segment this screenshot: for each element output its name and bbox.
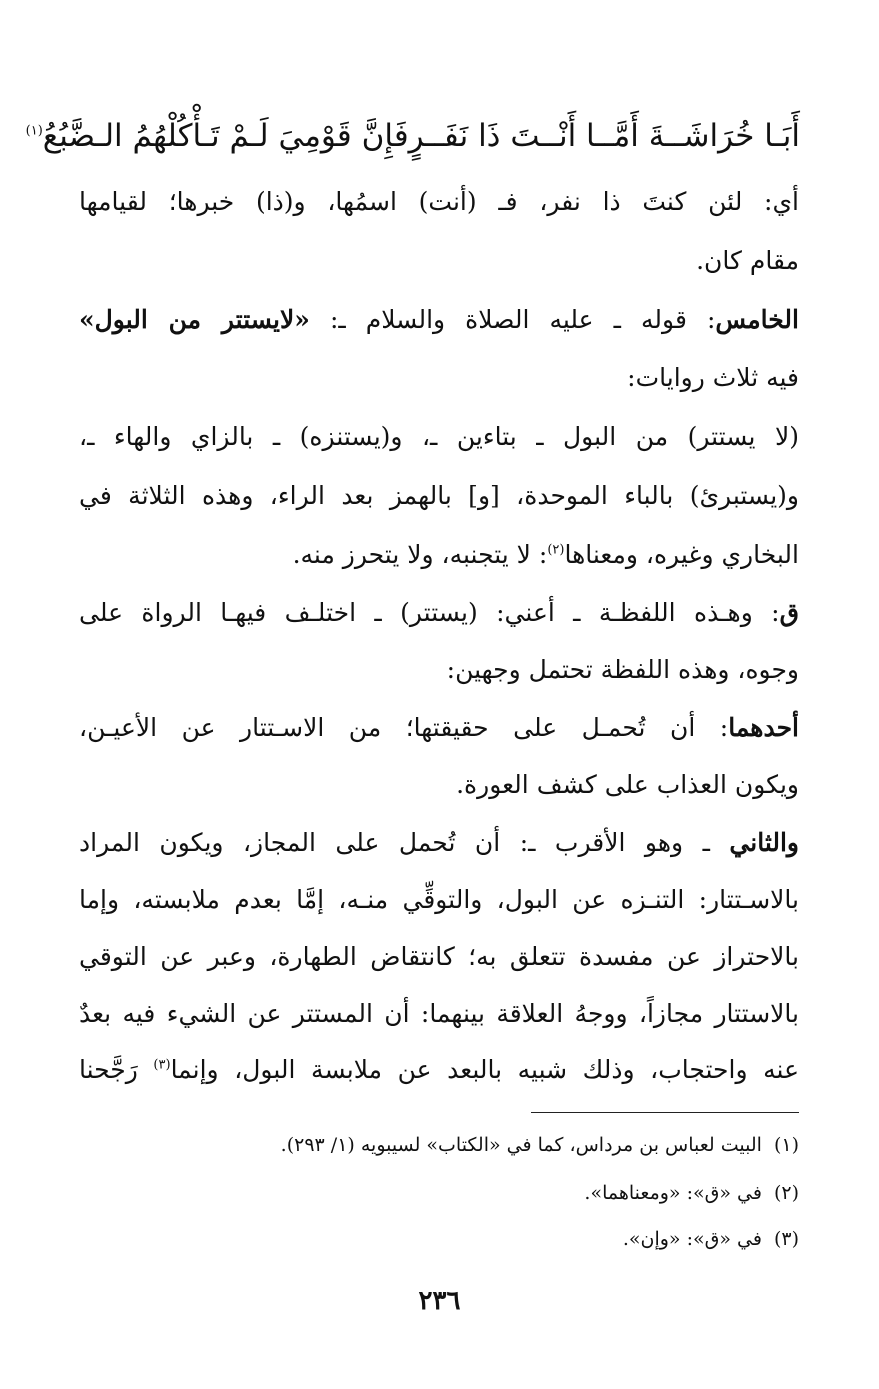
verse-second-hemistich-text: فَإِنَّ قَوْمِيَ لَـمْ تَـأْكُلْهُمُ الـضَّبُعُ	[42, 118, 409, 154]
footnote-text: البيت لعباس بن مرداس، كما في «الكتاب» لسيبويه (١/ ٢٩٣).	[280, 1134, 762, 1156]
text-span: : قوله ـ عليه الصلاة والسلام ـ:	[309, 305, 716, 334]
text-line: بالاستتار مجازاً، ووجهُ العلاقة بينهما: أن المستتر عن الشيء فيه بعدٌ	[79, 999, 799, 1028]
footnote	[79, 1224, 799, 1254]
text-line: فيه ثلاث روايات:	[627, 363, 799, 392]
text-line: بالاسـتتار: التنـزه عن البول، والتوقِّي منـه، إمَّا بعدم ملابسته، وإما	[79, 885, 799, 914]
footnote-reference: (٢)	[547, 542, 565, 558]
footnote-number: (٣)	[773, 1228, 799, 1250]
page-number: ٢٣٦	[418, 1286, 461, 1316]
text-line: ويكون العذاب على كشف العورة.	[456, 770, 799, 799]
section-heading: الخامس	[715, 305, 799, 334]
text-line: بالاحتراز عن مفسدة تتعلق به؛ كانتقاض الطهارة، وعبر عن التوقي	[79, 942, 799, 971]
text-line: مقام كان.	[696, 246, 799, 275]
text-line	[79, 823, 799, 863]
text-span: : لا يتجنبه، ولا يتحرز منه.	[292, 540, 548, 569]
commentator-abbrev: ق	[779, 598, 799, 627]
text-line: وجوه، وهذه اللفظة تحتمل وجهين:	[446, 655, 799, 684]
text-line: أي: لئن كنتَ ذا نفر، فـ (أنت) اسمُها، و(ذا) خبرها؛ لقيامها	[79, 187, 799, 216]
text-span: عنه واحتجاب، وذلك شبيه بالبعد عن ملابسة البول، وإنما	[170, 1055, 799, 1084]
text-line	[79, 300, 799, 340]
footnote-text: في «ق»: «وإن».	[622, 1228, 762, 1250]
hadith-quote: «لايستتر من البول»	[79, 305, 310, 334]
footnote-number: (١)	[773, 1134, 799, 1156]
text-line	[79, 535, 799, 575]
footnote	[79, 1178, 799, 1208]
text-line: (لا يستتر) من البول ـ بتاءين ـ، و(يستنزه) ـ بالزاي والهاء ـ،	[79, 422, 799, 451]
text-line	[79, 1050, 799, 1090]
footnote-reference: (١)	[25, 123, 43, 139]
text-span: رَجَّحنا	[79, 1055, 154, 1084]
point-heading: أحدهما	[728, 713, 799, 742]
text-span: البخاري وغيره، ومعناها	[564, 540, 799, 569]
text-span: ـ وهو الأقرب ـ: أن تُحمل على المجاز، ويكون المراد	[79, 828, 730, 857]
text-line: و(يستبرئ) بالباء الموحدة، [و] بالهمز بعد الراء، وهذه الثلاثة في	[79, 481, 799, 510]
footnote	[79, 1130, 799, 1160]
footnote-text: في «ق»: «ومعناهما».	[584, 1182, 762, 1204]
text-span: : وهـذه اللفظـة ـ أعني: (يستتر) ـ اختلـف فيهـا الرواة على	[79, 598, 780, 627]
poetry-verse	[25, 106, 800, 166]
footnote-number: (٢)	[773, 1182, 799, 1204]
text-line	[79, 708, 799, 748]
footnote-reference: (٣)	[153, 1057, 171, 1073]
point-heading: والثاني	[729, 828, 799, 857]
footnote-separator	[531, 1112, 799, 1113]
verse-second-hemistich	[26, 118, 409, 154]
verse-first-hemistich: أَبَـا خُرَاشَــةَ أَمَّــا أَنْــتَ ذَا نَفَــرٍ	[408, 118, 800, 154]
text-span: : أن تُحمـل على حقيقتها؛ من الاسـتتار عن الأعيـن،	[79, 713, 729, 742]
text-line	[79, 593, 799, 633]
